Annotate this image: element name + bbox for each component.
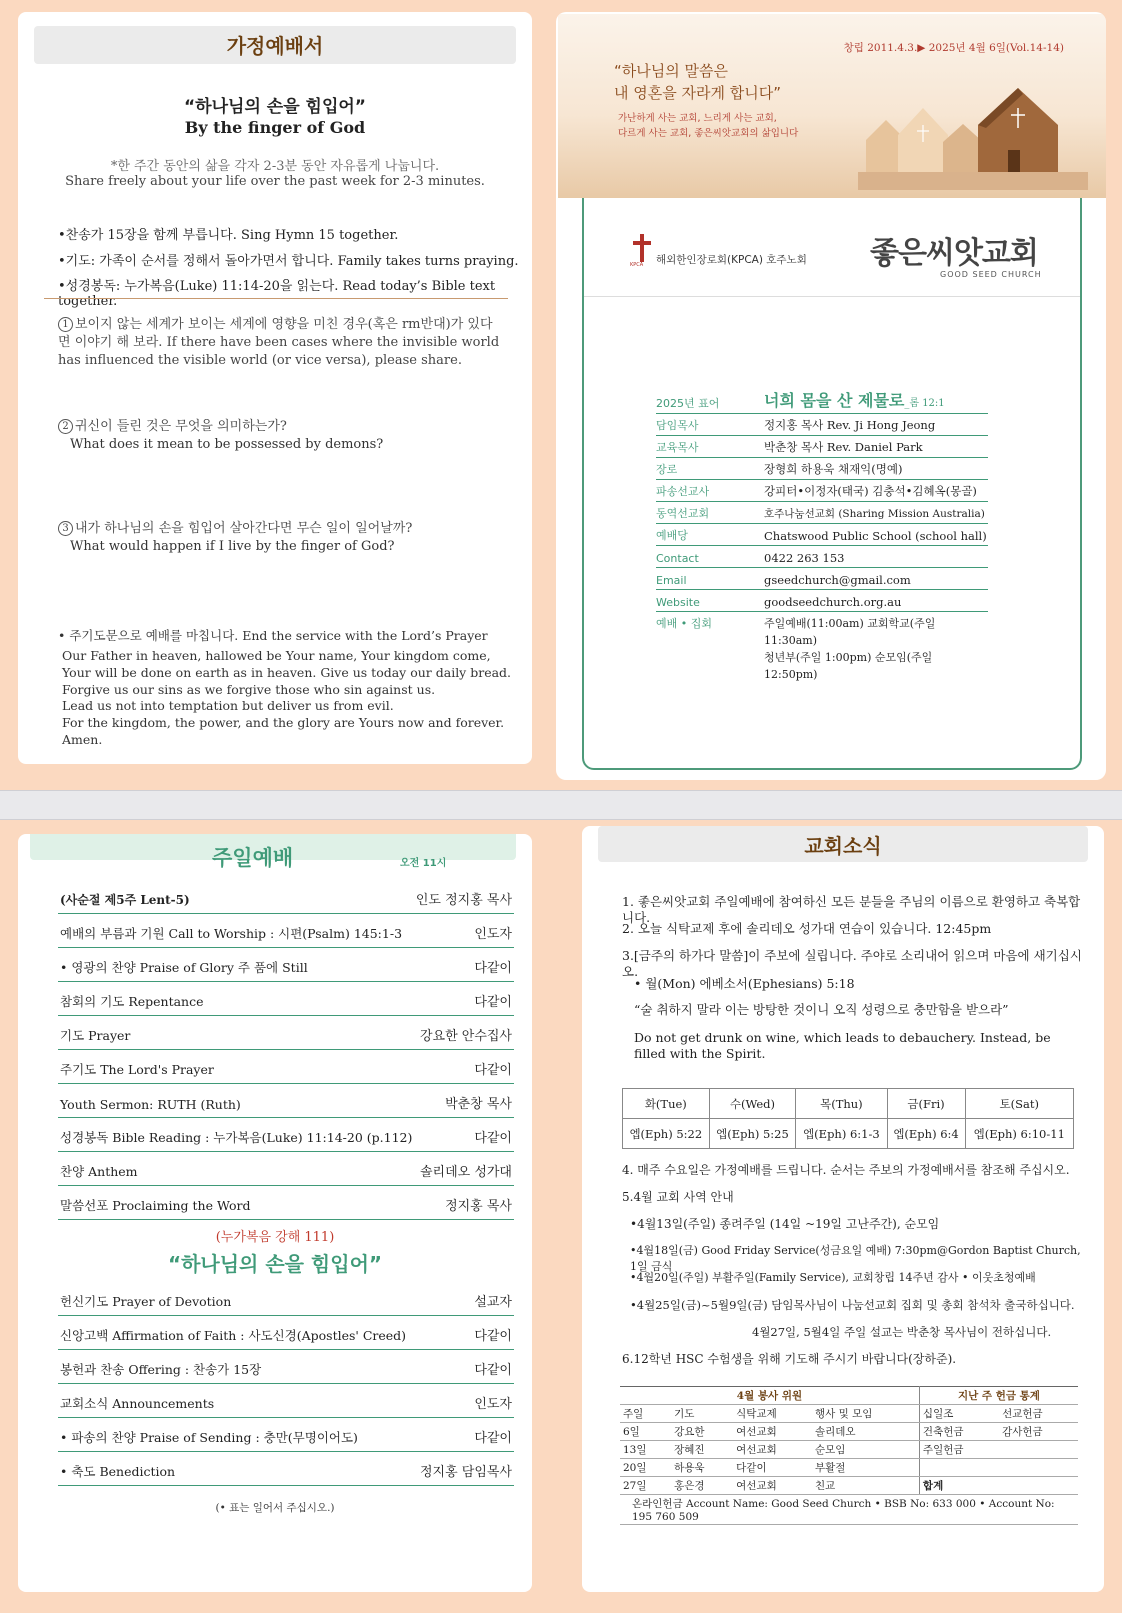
info-value: 강피터•이정자(태국) 김충석•김혜옥(몽골) xyxy=(764,484,977,498)
question-number: 1 xyxy=(58,317,73,332)
question-2 xyxy=(58,418,504,454)
item-role: 강요한 안수집사 xyxy=(419,1029,512,1044)
item-role: 다같이 xyxy=(474,1063,512,1078)
info-key: 파송선교사 xyxy=(656,485,710,498)
offering-cell: 감사헌금 xyxy=(999,1423,1078,1441)
duty-cell: 부활절 xyxy=(812,1459,919,1477)
duty-cell: 27일 xyxy=(620,1477,671,1495)
duty-row xyxy=(620,1459,1078,1477)
info-value: goodseedchurch.org.au xyxy=(764,595,902,609)
online-offering-row xyxy=(620,1495,1078,1525)
reading-ref: 엡(Eph) 6:1-3 xyxy=(796,1119,887,1149)
sermon-series: (누가복음 강해 111) xyxy=(215,1230,335,1245)
info-row xyxy=(656,590,988,612)
cover-divider xyxy=(584,296,1080,297)
step-reading: •성경봉독: 누가복음(Luke) 11:14-20을 읽는다. Read today’s Bible text together. xyxy=(58,279,496,309)
founding-date: 창립 2011.4.3.▶ 2025년 4월 6일(Vol.14-14) xyxy=(843,42,1064,54)
kpca-mark: KPCA xyxy=(630,262,644,268)
info-value: Chatswood Public School (school hall) xyxy=(764,529,987,543)
duty-cell: 여선교회 xyxy=(733,1441,812,1459)
service-item xyxy=(58,1418,514,1452)
service-header: 주일예배 xyxy=(212,846,294,870)
item-role: 박춘창 목사 xyxy=(445,1097,512,1112)
offering-cell xyxy=(999,1477,1078,1495)
info-value: 0422 263 153 xyxy=(764,551,845,565)
info-key: 장로 xyxy=(656,463,678,476)
service-item xyxy=(58,1282,514,1316)
online-offering: 온라인헌금 Account Name: Good Seed Church • BSB No: 633 000 • Account No: 195 760 509 xyxy=(620,1495,1078,1525)
duty-cell: 솔리데오 xyxy=(812,1423,919,1441)
item-label: 예배의 부름과 기원 Call to Worship : 시편(Psalm) 145:1-3 xyxy=(60,926,403,941)
question-3 xyxy=(58,520,504,556)
info-key: Contact xyxy=(656,552,699,565)
item-label: 신앙고백 Affirmation of Faith : 사도신경(Apostles' Creed) xyxy=(60,1328,407,1343)
weekday: 목(Thu) xyxy=(796,1089,887,1119)
service-season-row xyxy=(58,880,514,914)
cover-quote-line-1: “하나님의 말씀은 xyxy=(614,62,728,80)
duty-row xyxy=(620,1477,1078,1495)
item-role: 솔리데오 성가대 xyxy=(419,1165,512,1180)
page-separator xyxy=(0,790,1122,820)
duty-cell: 여선교회 xyxy=(733,1423,812,1441)
leader: 인도 정지홍 목사 xyxy=(415,893,512,908)
church-name-en: GOOD SEED CHURCH xyxy=(940,270,1042,279)
service-time: 오전 11시 xyxy=(400,858,447,869)
presbytery-name: 해외한인장로회(KPCA) 호주노회 xyxy=(656,254,807,266)
weekday: 수(Wed) xyxy=(709,1089,796,1119)
offering-cell: 십일조 xyxy=(919,1405,999,1423)
service-item xyxy=(58,1350,514,1384)
item-label: • 영광의 찬양 Praise of Glory 주 품에 Still xyxy=(60,960,308,975)
item-role: 인도자 xyxy=(474,1397,512,1412)
duty-title: 4월 봉사 위원 xyxy=(620,1387,919,1405)
reading-ref: 엡(Eph) 5:22 xyxy=(623,1119,710,1149)
item-label: 헌신기도 Prayer of Devotion xyxy=(60,1294,232,1309)
duty-cell: 여선교회 xyxy=(733,1477,812,1495)
cover-subtitle-line-2: 다르게 사는 교회, 좋은씨앗교회의 삶입니다 xyxy=(618,128,799,139)
info-table xyxy=(656,384,988,683)
question-1 xyxy=(58,316,504,370)
april-schedule: •4월20일(주일) 부활주일(Family Service), 교회창립 14주년 감사 • 이웃초청예배 xyxy=(630,1271,1036,1284)
cover-panel xyxy=(556,12,1106,780)
church-logo: 좋은씨앗교회 xyxy=(870,236,1038,271)
reading-ref: 엡(Eph) 5:25 xyxy=(709,1119,796,1149)
item-role: 인도자 xyxy=(474,927,512,942)
item-role: 다같이 xyxy=(474,1431,512,1446)
service-item xyxy=(58,1384,514,1418)
question-2-en: What does it mean to be possessed by demons? xyxy=(70,437,384,452)
duty-cell: 6일 xyxy=(620,1423,671,1441)
info-value: 장형희 하용욱 채재익(명예) xyxy=(764,462,903,476)
info-row xyxy=(656,502,988,524)
family-worship-panel xyxy=(18,12,532,764)
offering-total: 합계 xyxy=(919,1477,999,1495)
duty-head: 기도 xyxy=(671,1405,733,1423)
prayer-line: Lead us not into temptation but deliver us from evil. xyxy=(62,698,394,714)
april-schedule: •4월25일(금)~5월9일(금) 담임목사님이 나눔선교회 집회 및 총회 참석차 출국하십니다. xyxy=(630,1298,1075,1312)
info-key: 예배당 xyxy=(656,529,688,542)
duty-offering-table xyxy=(620,1386,1078,1525)
info-row xyxy=(656,568,988,590)
item-label: 참회의 기도 Repentance xyxy=(60,994,204,1009)
news-item-2: 2. 오늘 식탁교제 후에 솔리데오 성가대 연습이 있습니다. 12:45pm xyxy=(622,921,992,936)
motto-row xyxy=(656,384,988,414)
cover-frame xyxy=(582,14,1082,770)
table-head-row xyxy=(620,1405,1078,1423)
family-worship-header: 가정예배서 xyxy=(34,26,516,64)
prayer-line: Forgive us our sins as we forgive those who sin against us. xyxy=(62,681,436,697)
duty-row xyxy=(620,1423,1078,1441)
info-value: 호주나눔선교회 (Sharing Mission Australia) xyxy=(764,508,985,520)
service-item xyxy=(58,948,514,982)
offering-cell: 건축헌금 xyxy=(919,1423,999,1441)
weekday: 토(Sat) xyxy=(965,1089,1073,1119)
standing-footnote: (• 표는 일어서 주십시오.) xyxy=(215,1502,335,1514)
item-role: 다같이 xyxy=(474,1329,512,1344)
question-3-ko: 내가 하나님의 손을 힘입어 살아간다면 무슨 일이 일어날까? xyxy=(75,521,413,536)
question-number: 2 xyxy=(58,419,73,434)
closing-instruction: • 주기도문으로 예배를 마칩니다. End the service with the Lord’s Prayer xyxy=(58,628,488,643)
wooden-houses-image xyxy=(858,80,1088,190)
item-label: 찬양 Anthem xyxy=(60,1164,138,1179)
service-item xyxy=(58,1118,514,1152)
service-order xyxy=(58,880,514,1220)
meetings-label: 예배 • 집회 xyxy=(656,617,712,630)
lords-prayer xyxy=(62,648,532,749)
news-item-3: 3.[금주의 하가다 말씀]이 주보에 실립니다. 주야로 소리내어 읽으며 마음에 새기십시오. xyxy=(622,948,1082,979)
weekday: 금(Fri) xyxy=(887,1089,965,1119)
info-key: 담임목사 xyxy=(656,419,699,432)
church-news-header: 교회소식 xyxy=(598,826,1088,862)
duty-head: 식탁교제 xyxy=(733,1405,812,1423)
item-role: 정지홍 목사 xyxy=(445,1199,512,1214)
reading-row xyxy=(623,1119,1074,1149)
item-role: 다같이 xyxy=(474,961,512,976)
info-key: 교육목사 xyxy=(656,441,699,454)
info-key: 동역선교회 xyxy=(656,507,710,520)
service-item xyxy=(58,982,514,1016)
weekday-row xyxy=(623,1089,1074,1119)
april-schedule: •4월18일(금) Good Friday Service(성금요일 예배) 7:30pm@Gordon Baptist Church, 1일 금식 xyxy=(630,1244,1081,1273)
motto-label: 2025년 표어 xyxy=(656,397,720,410)
news-body xyxy=(622,894,1084,1062)
motto: 너희 몸을 산 제물로 xyxy=(764,391,905,410)
item-label: Youth Sermon: RUTH (Ruth) xyxy=(60,1097,241,1112)
prayer-line: Our Father in heaven, hallowed be Your name, Your kingdom come, xyxy=(62,648,491,663)
duty-cell: 홍은경 xyxy=(671,1477,733,1495)
info-value: 정지홍 목사 Rev. Ji Hong Jeong xyxy=(764,418,936,432)
service-item xyxy=(58,1016,514,1050)
item-role: 정지홍 담임목사 xyxy=(419,1465,512,1480)
duty-cell: 20일 xyxy=(620,1459,671,1477)
family-worship-title-ko: “하나님의 손을 힘입어” xyxy=(184,97,366,117)
april-schedule: •4월13일(주일) 종려주일 (14일 ~19일 고난주간), 순모임 xyxy=(630,1217,940,1231)
item-label: 성경봉독 Bible Reading : 누가복음(Luke) 11:14-20 (p.112) xyxy=(60,1130,413,1145)
question-3-en: What would happen if I live by the finger of God? xyxy=(70,539,395,554)
april-schedule-note: 4월27일, 5월4일 주일 설교는 박춘창 목사님이 전하십니다. xyxy=(752,1325,1052,1339)
service-item xyxy=(58,1152,514,1186)
duty-row xyxy=(620,1441,1078,1459)
monday-reading: • 월(Mon) 에베소서(Ephesians) 5:18 xyxy=(634,976,855,991)
offering-cell xyxy=(999,1441,1078,1459)
sunday-service-panel xyxy=(18,834,532,1592)
cover-subtitle-line-1: 가난하게 사는 교회, 느리게 사는 교회, xyxy=(618,113,777,124)
reading-ref: 엡(Eph) 6:4 xyxy=(887,1119,965,1149)
info-row xyxy=(656,546,988,568)
meetings-line-1: 주일예배(11:00am) 교회학교(주일 11:30am) xyxy=(764,617,936,647)
church-news-panel xyxy=(582,826,1104,1592)
item-label: • 축도 Benediction xyxy=(60,1464,176,1479)
step-hymn: •찬송가 15장을 함께 부릅니다. Sing Hymn 15 together. xyxy=(58,228,399,243)
offering-cell xyxy=(999,1459,1078,1477)
news-item-1: 1. 좋은씨앗교회 주일예배에 참여하신 모든 분들을 주님의 이름으로 환영하고 축복합니다. xyxy=(622,894,1081,925)
duty-cell: 다같이 xyxy=(733,1459,812,1477)
service-item xyxy=(58,1084,514,1118)
service-item xyxy=(58,1316,514,1350)
cross-icon xyxy=(632,234,652,268)
question-2-ko: 귀신이 들린 것은 무엇을 의미하는가? xyxy=(75,419,287,434)
duty-head: 행사 및 모임 xyxy=(812,1405,919,1423)
item-role: 다같이 xyxy=(474,1131,512,1146)
verse-ko: “술 취하지 말라 이는 방탕한 것이니 오직 성령으로 충만함을 받으라” xyxy=(634,1002,1009,1017)
duty-cell: 강요한 xyxy=(671,1423,733,1441)
duty-cell: 장혜진 xyxy=(671,1441,733,1459)
prayer-line: For the kingdom, the power, and the glory are Yours now and forever. Amen. xyxy=(62,715,505,747)
info-row xyxy=(656,414,988,436)
question-number: 3 xyxy=(58,521,73,536)
duty-cell: 13일 xyxy=(620,1441,671,1459)
service-item xyxy=(58,914,514,948)
news-item-4: 4. 매주 수요일은 가정예배를 드립니다. 순서는 주보의 가정예배서를 참조해 주십시오. xyxy=(622,1163,1070,1177)
meetings-line-2: 청년부(주일 1:00pm) 순모임(주일 12:50pm) xyxy=(764,651,933,681)
news-body-2 xyxy=(622,1162,1084,1367)
service-item xyxy=(58,1186,514,1220)
news-item-5: 5.4월 교회 사역 안내 xyxy=(622,1190,734,1204)
duty-cell: 하용욱 xyxy=(671,1459,733,1477)
step-prayer: •기도: 가족이 순서를 정해서 돌아가면서 합니다. Family takes turns praying. xyxy=(58,254,519,269)
meetings-row xyxy=(656,612,988,683)
info-row xyxy=(656,436,988,458)
info-row xyxy=(656,480,988,502)
duty-cell: 친교 xyxy=(812,1477,919,1495)
cover-quote-line-2: 내 영혼을 자라게 합니다” xyxy=(614,84,781,102)
offering-title: 지난 주 헌금 통계 xyxy=(919,1387,1078,1405)
news-item-6: 6.12학년 HSC 수험생을 위해 기도해 주시기 바랍니다(장하준). xyxy=(622,1352,957,1366)
sermon-title: “하나님의 손을 힘입어” xyxy=(167,1252,383,1276)
share-instruction-en: Share freely about your life over the past week for 2-3 minutes. xyxy=(65,174,485,189)
motto-reference: _롬 12:1 xyxy=(904,398,945,409)
info-row xyxy=(656,524,988,546)
item-label: 주기도 The Lord's Prayer xyxy=(60,1062,214,1077)
family-worship-title-en: By the finger of God xyxy=(184,118,366,137)
section-divider xyxy=(44,298,508,299)
item-label: 봉헌과 찬송 Offering : 찬송가 15장 xyxy=(60,1362,262,1377)
service-item xyxy=(58,1452,514,1486)
question-1-text: 보이지 않는 세계가 보이는 세계에 영향을 미친 경우(혹은 rm반대)가 있다면 이야기 해 보라. If there have been cases where the invisible world has influenced the visible world (or vice versa), please share. xyxy=(58,317,500,368)
service-item xyxy=(58,1050,514,1084)
weekly-reading-table xyxy=(622,1088,1074,1149)
reading-ref: 엡(Eph) 6:10-11 xyxy=(965,1119,1073,1149)
offering-cell: 주일헌금 xyxy=(919,1441,999,1459)
item-label: • 파송의 찬양 Praise of Sending : 충만(무명이어도) xyxy=(60,1430,358,1445)
service-order-2 xyxy=(58,1282,514,1486)
info-row xyxy=(656,458,988,480)
offering-cell xyxy=(919,1459,999,1477)
item-label: 말씀선포 Proclaiming the Word xyxy=(60,1198,251,1213)
item-role: 다같이 xyxy=(474,1363,512,1378)
info-key: Website xyxy=(656,596,700,609)
duty-cell: 순모임 xyxy=(812,1441,919,1459)
prayer-line: Your will be done on earth as in heaven. Give us today our daily bread. xyxy=(62,664,512,680)
offering-cell: 선교헌금 xyxy=(999,1405,1078,1423)
share-instruction-ko: *한 주간 동안의 삶을 각자 2-3분 동안 자유롭게 나눕니다. xyxy=(110,159,440,174)
item-label: 기도 Prayer xyxy=(60,1028,131,1043)
item-label: 교회소식 Announcements xyxy=(60,1396,215,1411)
season: (사순절 제5주 Lent-5) xyxy=(60,893,190,907)
duty-head: 주일 xyxy=(620,1405,671,1423)
item-role: 설교자 xyxy=(474,1295,512,1310)
info-value: 박춘창 목사 Rev. Daniel Park xyxy=(764,440,923,454)
verse-en: Do not get drunk on wine, which leads to debauchery. Instead, be filled with the Spirit. xyxy=(634,1030,1051,1061)
item-role: 다같이 xyxy=(474,995,512,1010)
info-key: Email xyxy=(656,574,687,587)
weekday: 화(Tue) xyxy=(623,1089,710,1119)
info-value: gseedchurch@gmail.com xyxy=(764,573,911,587)
table-title-row xyxy=(620,1387,1078,1405)
